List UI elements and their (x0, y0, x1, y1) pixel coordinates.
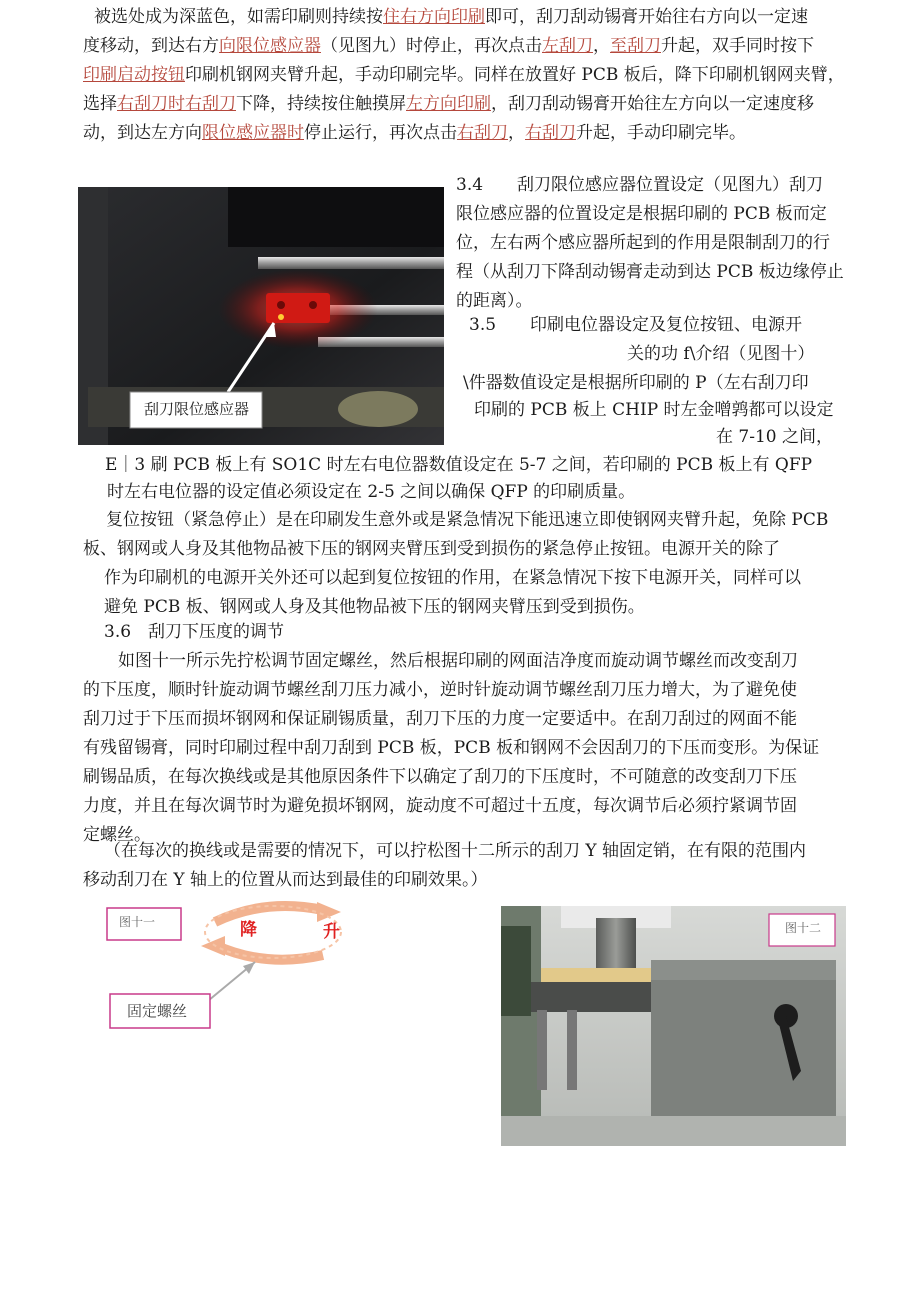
reset-line: 避免 PCB 板、钢网或人身及其他物品被下压的钢网夹臂压到受到损伤。 (104, 597, 645, 617)
reset-line: 板、钢网或人身及其他物品被下压的钢网夹臂压到受到损伤的紧急停止按钮。电源开关的除了 (83, 539, 780, 559)
section-3-5-line: 时左右电位器的设定值必须设定在 2-5 之间以确保 QFP 的印刷质量。 (107, 482, 636, 502)
intro-line (83, 62, 845, 88)
intro-line (83, 33, 814, 59)
underlined-term: 限位感应器时 (202, 123, 304, 143)
section-3-5-line: \件器数值设定是根据所印刷的 P（左右刮刀印 (463, 373, 809, 393)
underlined-term: 至刮刀 (610, 36, 661, 56)
section-3-6-heading: 3.6 刮刀下压度的调节 (104, 622, 285, 642)
text-segment: （见图九）时停止，再次点击 (321, 36, 542, 56)
section-3-6-line: 刮刀过于下压而损坏钢网和保证刷锡质量，刮刀下压的力度一定要适中。在刮刀刮过的网面不能 (83, 709, 797, 729)
figure-11 (105, 900, 405, 1040)
section-3-4-line: 程（从刮刀下降刮动锡膏走动到达 PCB 板边缘停止 (456, 262, 844, 282)
section-3-6-line: 的下压度，顺时针旋动调节螺丝刮刀压力减小，逆时针旋动调节螺丝刮刀压力增大，为了避免使 (83, 680, 797, 700)
underlined-term: 右刮刀时 (117, 94, 185, 114)
text-segment: ，刮刀刮动锡膏开始往左方向以一定速度移 (491, 94, 814, 114)
section-3-6-line: 有残留锡膏，同时印刷过程中刮刀刮到 PCB 板，PCB 板和钢网不会因刮刀的下压而变形。为保证 (83, 738, 820, 758)
section-3-6-line: 如图十一所示先拧松调节固定螺丝，然后根据印刷的网面洁净度而旋动调节螺丝而改变刮刀 (118, 651, 798, 671)
figure-11-label: 图十一 (119, 915, 156, 929)
section-3-6-line: 定螺丝。 (83, 825, 151, 845)
underlined-term: 印刷启动按钮 (83, 65, 185, 85)
underlined-term: 左方向印刷 (406, 94, 491, 114)
section-3-5-line: 关的功 f\介绍（见图十） (627, 344, 815, 364)
section-3-5-line: 在 7-10 之间， (716, 427, 833, 447)
section-3-6-line: 刷锡品质，在每次换线或是其他原因条件下以确定了刮刀的下压度时，不可随意的改变刮刀下压 (83, 767, 797, 787)
intro-line (83, 91, 814, 117)
sensor-callout-label: 刮刀限位感应器 (144, 400, 250, 418)
section-3-4-line: 位，左右两个感应器所起到的作用是限制刮刀的行 (456, 233, 830, 253)
underlined-term: 右刮刀 (457, 123, 508, 143)
squeegee-mount-illustration (501, 906, 846, 1146)
text-segment: ， (593, 36, 610, 56)
section-3-4-line: 的距离）。 (456, 291, 533, 311)
text-segment: 下降，持续按住触摸屏 (236, 94, 406, 114)
section-3-5-heading: 3.5 印刷电位器设定及复位按钮、电源开 (469, 315, 803, 335)
lower-arrow-label: 降 (240, 920, 257, 940)
underlined-term: 右刮刀 (185, 94, 236, 114)
section-3-5-line: E｜3 刷 PCB 板上有 SO1C 时左右电位器数值设定在 5-7 之间，若印刷的 PCB 板上有 QFP (105, 455, 813, 475)
fixing-screw-label: 固定螺丝 (127, 1002, 188, 1020)
underlined-term: 住右方向印刷 (383, 7, 485, 27)
text-segment: 度移动，到达右方 (83, 36, 219, 56)
intro-line (83, 120, 746, 146)
sensor-photo-illustration (78, 187, 444, 445)
text-segment: 选择 (83, 94, 117, 114)
underlined-term: 右刮刀 (525, 123, 576, 143)
reset-line: 复位按钮（紧急停止）是在印刷发生意外或是紧急情况下能迅速立即使钢网夹臂升起，免除 PCB (106, 510, 829, 530)
text-segment: 停止运行，再次点击 (304, 123, 457, 143)
section-3-4-line: 3.4 刮刀限位感应器位置设定（见图九）刮刀 (456, 175, 824, 195)
underlined-term: 左刮刀 (542, 36, 593, 56)
text-segment: ， (508, 123, 525, 143)
text-segment: 升起，手动印刷完毕。 (576, 123, 746, 143)
section-3-6-line: 力度，并且在每次调节时为避免损坏钢网，旋动度不可超过十五度，每次调节后必须拧紧调节固 (83, 796, 797, 816)
sensor-photo (78, 187, 444, 445)
note-line: 移动刮刀在 Y 轴上的位置从而达到最佳的印刷效果。） (83, 870, 488, 890)
reset-line: 作为印刷机的电源开关外还可以起到复位按钮的作用，在紧急情况下按下电源开关，同样可以 (104, 568, 801, 588)
section-3-5-line: 印刷的 PCB 板上 CHIP 时左金噌鹑都可以设定 (474, 400, 834, 420)
text-segment: 动，到达左方向 (83, 123, 202, 143)
text-segment: 印刷机钢网夹臂升起，手动印刷完毕。同样在放置好 PCB 板后，降下印刷机钢网夹臂， (185, 65, 845, 85)
figure-12-photo (501, 906, 846, 1146)
note-line: （在每次的换线或是需要的情况下，可以拧松图十二所示的刮刀 Y 轴固定销，在有限的范围内 (104, 841, 807, 861)
section-3-4-line: 限位感应器的位置设定是根据印刷的 PCB 板而定 (456, 204, 827, 224)
text-segment: 即可，刮刀刮动锡膏开始往右方向以一定速 (485, 7, 808, 27)
raise-arrow-label: 升 (323, 922, 340, 942)
text-segment: 升起，双手同时按下 (661, 36, 814, 56)
intro-line (94, 4, 808, 30)
text-segment: 被选处成为深蓝色，如需印刷则持续按 (94, 7, 383, 27)
underlined-term: 向限位感应器 (219, 36, 321, 56)
figure-12-label: 图十二 (785, 921, 822, 935)
